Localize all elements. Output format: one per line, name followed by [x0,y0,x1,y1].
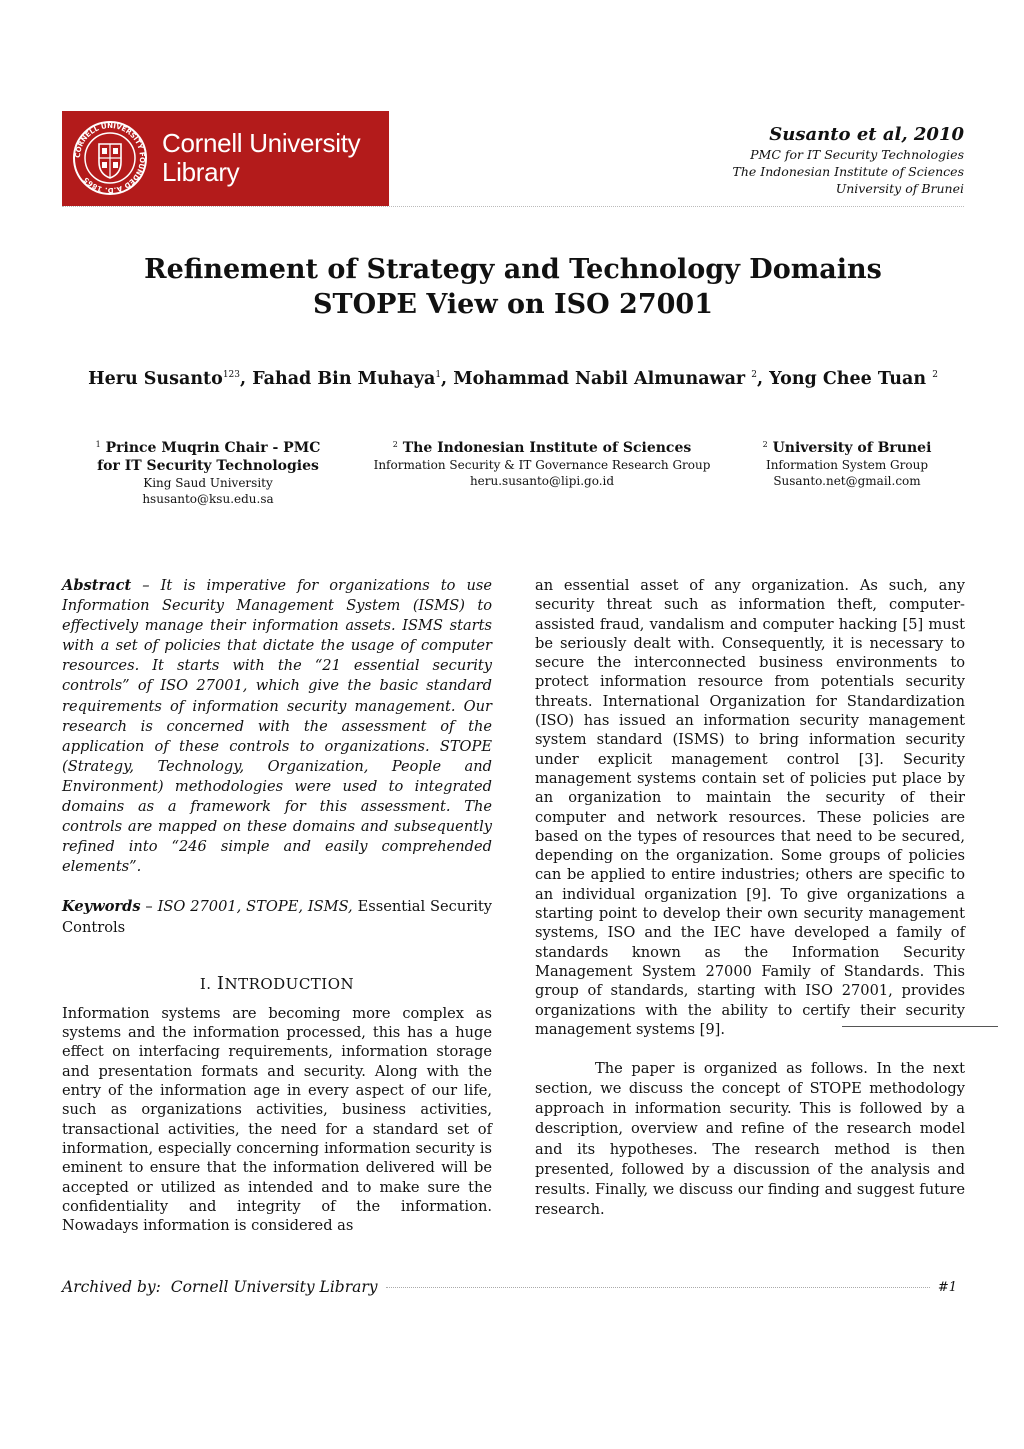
left-column [62,576,492,1235]
affiliation-3: $^2$ University of Brunei Information System Group Susanto.net@gmail.com [752,436,942,489]
keywords: Keywords – ISO 27001, STOPE, ISMS, Essential Security Controls [62,898,492,936]
cornell-library-logo [62,111,389,206]
abstract-label: Abstract [62,577,132,594]
author-list: Heru Susanto$^{123}$, Fahad Bin Muhaya$^1$, Mohammad Nabil Almunawar $^2$, Yong Chee Tuan $^2$ [88,369,938,389]
header-citation [733,124,964,197]
intro-paragraph: Information systems are becoming more complex as systems and the information processed, this has a huge effect on interfacing requirements, information storage and presentation formats and security. Along with the entry of the information age in every aspect of our life, such as organizations activities, business activities, transactional activities, the need for a standard set of information, especially concerning information security is eminent to ensure that the information delivered will be accepted or utilized as intended and to make sure the confidentiality and integrity of the information. Nowadays information is considered as [62,1004,492,1235]
organization-paragraph: The paper is organized as follows. In the next section, we discuss the concept of STOPE methodology approach in information security. This is followed by a description, overview and refine of the research model and its hypotheses. The research method is then presented, followed by a discussion of the analysis and results. Finally, we discuss our finding and suggest future research. [535,1060,965,1218]
footer-divider [386,1287,930,1288]
logo-line2: Library [162,157,240,187]
footer-archived-label: Archived by: [62,1278,161,1296]
logo-line1: Cornell University [162,128,361,158]
author-name: Yong Chee Tuan [769,369,927,389]
author-name: Mohammad Nabil Almunawar [453,369,746,389]
header-divider [62,206,964,207]
intro-paragraph-continued: an essential asset of any organization. As such, any security threat such as information theft, computer-assisted fraud, vandalism and computer hacking [5] must be seriously dealt with. Consequently, it is necessary to secure the interconnected business environments to protect information resource from potentials security threats. International Organization for Standardization (ISO) has issued an information security management system standard (ISMS) to bring information security under explicit management control [3]. Security management systems contain set of policies put place by an organization to maintain the security of their computer and network resources. These policies are based on the types of resources that need to be secured, depending on the organization. Some groups of policies can be applied to entire industries; others are specific to an individual organization [9]. To give organizations a starting point to develop their own security management systems, ISO and the IEC have developed a family of standards known as the Information Security Management System 27000 Family of Standards. This group of standards, starting with ISO 27001, provides organizations with the ability to certify their security management systems [9]. [535,577,965,1038]
affiliation-2: $^2$ The Indonesian Institute of Sciences Information Security & IT Governance Research Group heru.susanto@lipi.go.id [367,436,717,489]
cornell-seal-icon [72,120,148,196]
abstract: Abstract – It is imperative for organizations to use Information Security Management System (ISMS) to effectively manage their information assets. ISMS starts with a set of policies that dictate the usage of computer resources. It starts with the “21 essential security controls” of ISO 27001, which give the basic standard requirements of information security management. Our research is concerned with the assessment of the application of these controls to organizations. STOPE (Strategy, Technology, Organization, People and Environment) methodologies were used to integrated domains as a framework for this assessment. The controls are mapped on these domains and subsequently refined into “246 simple and easily comprehended elements”. [62,577,492,876]
author-name: Fahad Bin Muhaya [252,369,436,389]
svg-text:CORNELL UNIVERSITY FOUNDED A.D: CORNELL UNIVERSITY FOUNDED A.D. 1865 [73,121,147,195]
affiliation-email: Susanto.net@gmail.com [773,474,921,488]
author-name: Heru Susanto [88,369,223,389]
overstrike-line [842,1026,998,1027]
section-heading: I. INTRODUCTION [199,972,355,994]
header-authors-short: Susanto et al, 2010 [769,124,964,145]
right-column [535,576,965,1220]
abstract-text: It is imperative for organizations to use Information Security Management System (ISMS) to effectively manage their information assets. ISMS starts with a set of policies that dictate the usage of computer resources. It starts with the “21 essential security controls” of ISO 27001, which give the basic standard requirements of information security management. Our research is concerned with the assessment of the application of these controls to organizations. STOPE (Strategy, Technology, Organization, People and Environment) methodologies were used to integrated domains as a framework for this assessment. The controls are mapped on these domains and subsequently refined into “246 simple and easily comprehended elements”. [62,577,492,876]
paper-title: Refinement of Strategy and Technology Domains STOPE View on ISO 27001 [144,254,882,320]
header-affiliation: PMC for IT Security Technologies [750,147,964,162]
affiliation-email: hsusanto@ksu.edu.sa [142,492,274,506]
page-footer [62,1278,957,1296]
header-affiliation: University of Brunei [835,181,964,196]
header-affiliation: The Indonesian Institute of Sciences [732,164,964,179]
page-number: #1 [937,1279,957,1295]
keywords-label: Keywords [62,898,141,916]
footer-archived-source: Cornell University Library [170,1278,378,1296]
affiliation-1: $^1$ Prince Muqrin Chair - PMC for IT Security Technologies King Saud University hsusanto@ksu.edu.sa [88,436,328,507]
affiliation-email: heru.susanto@lipi.go.id [469,474,615,488]
